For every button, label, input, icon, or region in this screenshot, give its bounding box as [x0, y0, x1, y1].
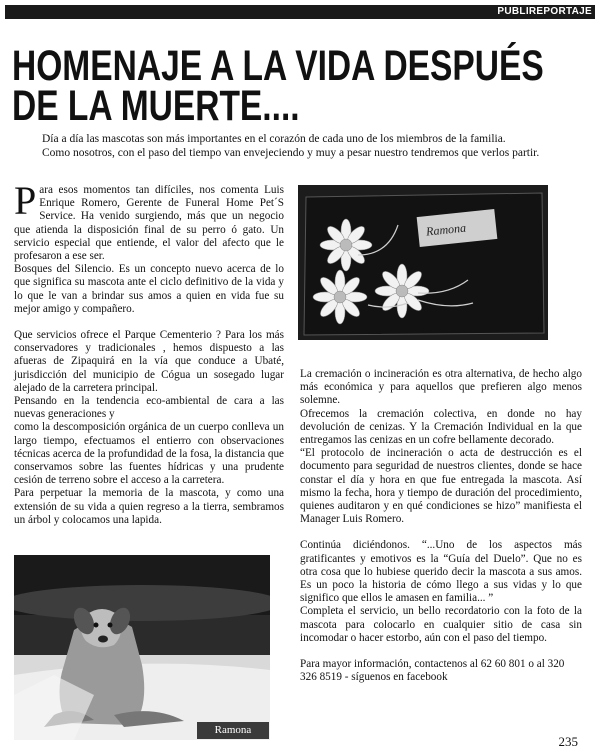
left-paragraph-6: Para perpetuar la memoria de la mascota, y como una extensión de su vida a quien regreso a la tierra, sembramos un árbol y colocamos una lapida. [14, 487, 284, 526]
dog-photo [14, 555, 270, 740]
dog-illustration [14, 555, 270, 740]
intro-paragraph [42, 132, 582, 160]
left-paragraph-3: Que servicios ofrece el Parque Cementerio ? Para los más conservadores y tradicionales , hemos dispuesto a las afueras de Zipaquirá en la vía que conduce a Ubaté, jurisdicción del municipio de Cógua un sosegado lugar alejado de la carretera principal. [14, 329, 284, 394]
right-paragraph-6: Para mayor información, contactenos al 62 60 801 o al 320 326 8519 - síguenos en facebook [300, 658, 565, 684]
urn-box-photo [298, 185, 548, 340]
page-number: 235 [558, 734, 578, 749]
left-paragraph-2: Bosques del Silencio. Es un concepto nuevo acerca de lo que significa su mascota ante el ciclo definitivo de la vida y lo que le van a brindar sus amos a quien en vida fue su mejor amigo y compañero. [14, 263, 284, 315]
left-paragraph-1 [14, 178, 284, 263]
urn-inscription: Ramona [425, 220, 467, 239]
section-label: PUBLIREPORTAJE [497, 6, 592, 17]
headline-line-1: HOMENAJE A LA VIDA DESPUÉS [12, 42, 544, 90]
right-column [300, 368, 582, 684]
headline-line-2: DE LA MUERTE.... [12, 82, 300, 130]
left-paragraph-5: como la descomposición orgánica de un cuerpo conlleva un largo tiempo, efectuamos el entierro con observaciones técnicas acerca de la profundidad de la fosa, la distancia que conservamos sobre las fuentes hídricas y una prudente cesión de terreno sobre el acceso a la carretera. [14, 421, 284, 487]
article-headline [12, 42, 544, 130]
drop-cap: P [14, 178, 37, 223]
left-paragraph-1-text: ara esos momentos tan difíciles, nos comenta Luis Enrique Romero, Gerente de Funeral Home Pet´S Service. Ha venido surgiendo, más que un negocio que atienda la disposición final de su perro ó gato. Un servicio especial que entiende, el valor del afecto que le profesaron a ese ser. [14, 184, 284, 263]
right-paragraph-5: Completa el servicio, un bello recordatorio con la foto de la mascota para colocarlo en cualquier sitio de casa sin incomodar o hacer estorbo, aún con el paso del tiempo. [300, 605, 582, 644]
left-paragraph-4: Pensando en la tendencia eco-ambiental de cara a las nuevas generaciones y [14, 395, 284, 421]
urn-box-illustration [298, 185, 548, 340]
intro-line-2: Como nosotros, con el paso del tiempo van envejeciendo y muy a pesar nuestro tendremos que verlos partir. [42, 147, 540, 159]
intro-line-1: Día a día las mascotas son más importantes en el corazón de cada uno de los miembros de la familia. [42, 133, 506, 145]
left-column [14, 178, 284, 527]
right-paragraph-3: “El protocolo de incineración o acta de destrucción es el documento para seguridad de nuestros clientes, donde se hace constar el día y hora en que fue entregada la mascota. Así mismo la fecha, hora y tiempo de duración del procedimiento, quienes auditaron y en qué condiciones se hizo” manifiesta el Manager Luis Romero. [300, 447, 582, 526]
right-paragraph-1: La cremación o incineración es otra alternativa, de hecho algo más económica y para aquellos que prefieren algo menos solemne. [300, 368, 582, 407]
right-paragraph-4: Continúa diciéndonos. “...Uno de los aspectos más gratificantes y emotivos es la “Guía del Duelo”. Que no es otra cosa que lo hubiese querido decir la mascota a sus amos. Es un poco la historia de cómo llego a sus vidas y lo que significo que ellos le amasen en familia... ” [300, 539, 582, 605]
right-paragraph-2: Ofrecemos la cremación colectiva, en donde no hay devolución de cenizas. Y la Cremación Individual en la que entregamos las cenizas en un cofre bellamente decorado. [300, 407, 582, 447]
dog-photo-caption: Ramona [197, 722, 269, 739]
